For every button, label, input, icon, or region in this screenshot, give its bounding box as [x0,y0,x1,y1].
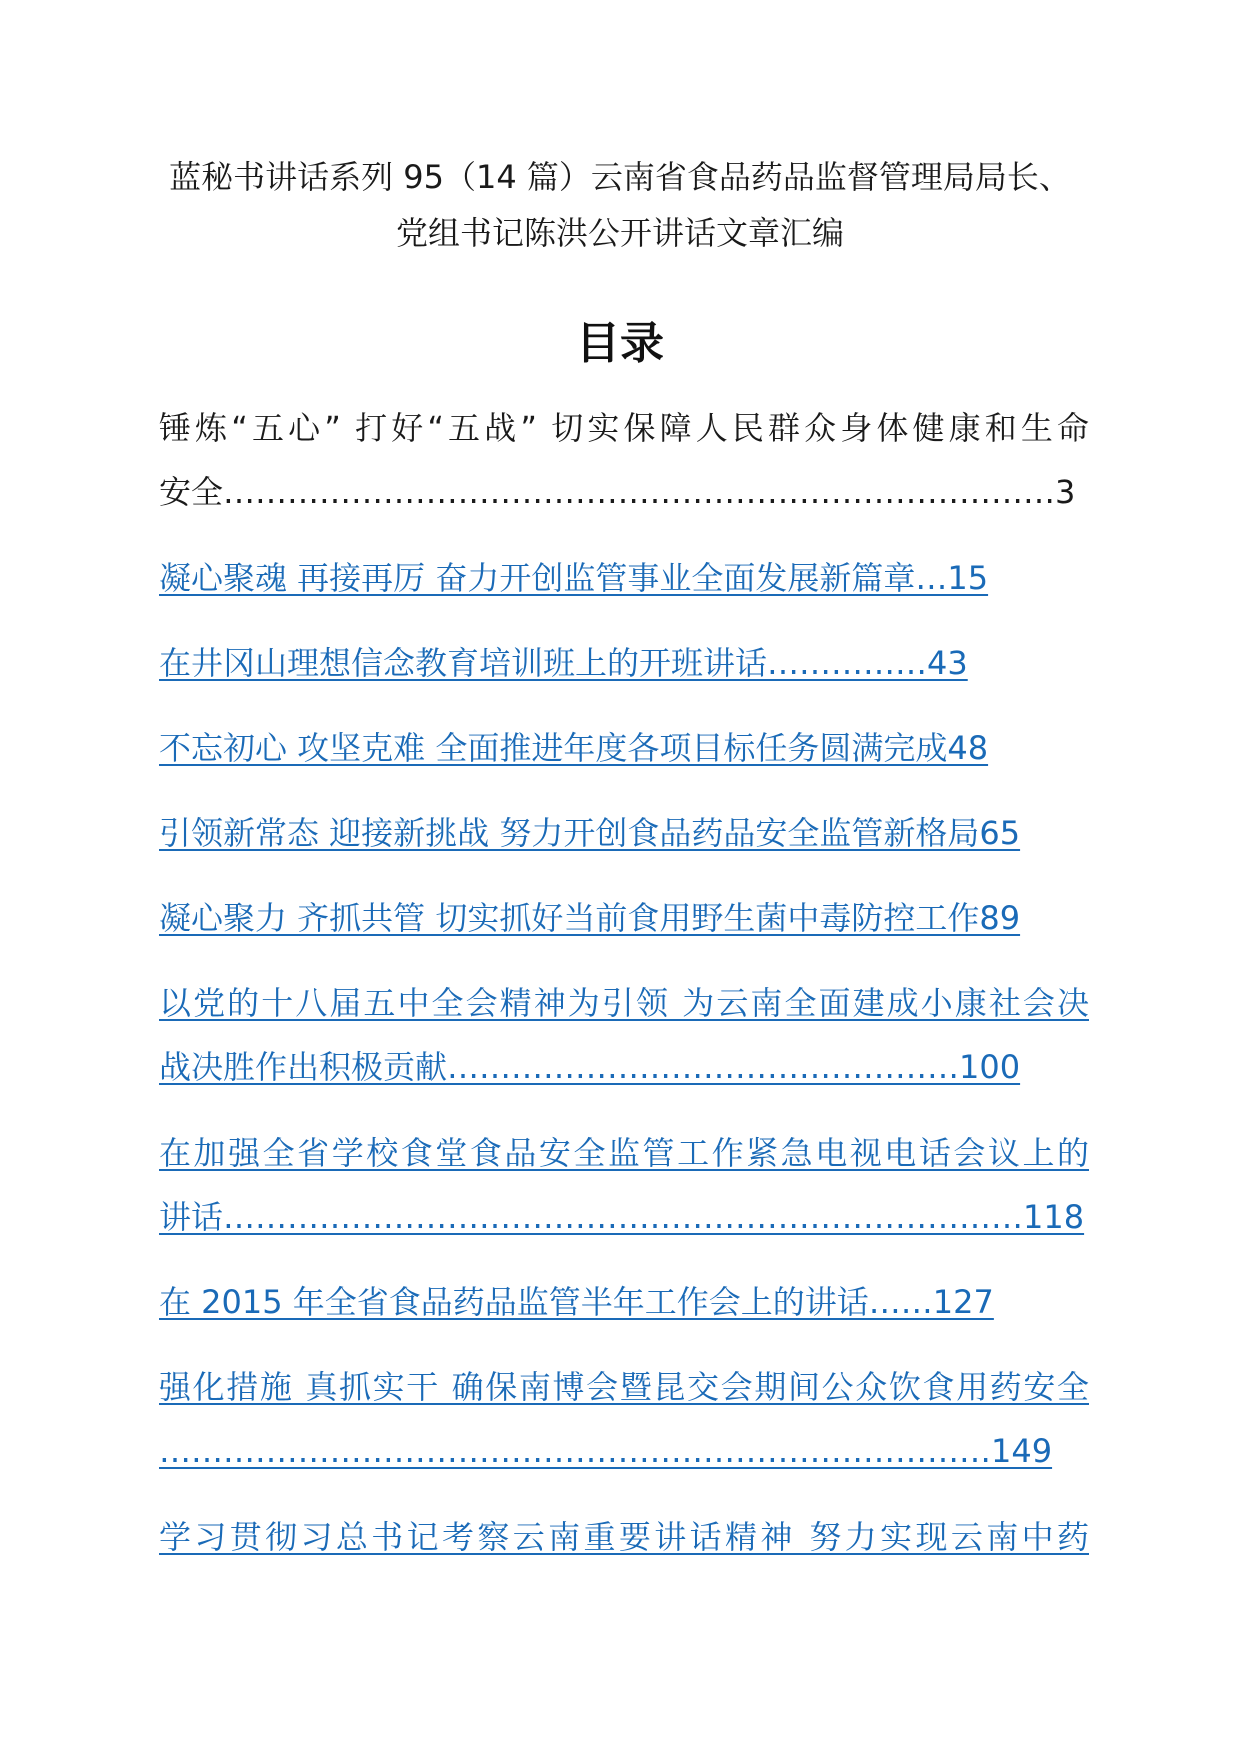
toc-entry-1-line-2: 安全……………………………………………………………………3 [159,473,1076,511]
toc-entry-11-link-line-1[interactable]: 学习贯彻习总书记考察云南重要讲话精神 努力实现云南中药 [159,1518,1089,1556]
toc-heading: 目录 [576,318,664,369]
document-title-line-2: 党组书记陈洪公开讲话文章汇编 [395,214,844,252]
toc-entry-1-line-1: 锤炼“五心” 打好“五战” 切实保障人民群众身体健康和生命 [159,409,1089,447]
toc-entry-10-link-line-1[interactable]: 强化措施 真抓实干 确保南博会暨昆交会期间公众饮食用药安全 [159,1368,1089,1406]
toc-entry-2-link[interactable]: 凝心聚魂 再接再厉 奋力开创监管事业全面发展新篇章…15 [159,559,989,597]
toc-entry-7-link-line-1[interactable]: 以党的十八届五中全会精神为引领 为云南全面建成小康社会决 [159,984,1089,1022]
toc-entry-3-link[interactable]: 在井冈山理想信念教育培训班上的开班讲话……………43 [159,644,968,682]
toc-entry-8-link-line-1[interactable]: 在加强全省学校食堂食品安全监管工作紧急电视电话会议上的 [159,1134,1089,1172]
toc-entry-8-link-line-2[interactable]: 讲话…………………………………………………………………118 [159,1198,1085,1236]
toc-entry-5-link[interactable]: 引领新常态 迎接新挑战 努力开创食品药品安全监管新格局65 [159,814,1021,852]
document-title-line-1: 蓝秘书讲话系列 95（14 篇）云南省食品药品监督管理局局长、 [169,158,1071,196]
toc-entry-10-link-line-2[interactable]: ……………………………………………………………………149 [159,1432,1053,1470]
toc-entry-4-link[interactable]: 不忘初心 攻坚克难 全面推进年度各项目标任务圆满完成48 [159,729,989,767]
toc-entry-6-link[interactable]: 凝心聚力 齐抓共管 切实抓好当前食用野生菌中毒防控工作89 [159,899,1021,937]
toc-entry-7-link-line-2[interactable]: 战决胜作出积极贡献…………………………………………100 [159,1048,1021,1086]
toc-entry-9-link[interactable]: 在 2015 年全省食品药品监管半年工作会上的讲话……127 [159,1283,994,1321]
